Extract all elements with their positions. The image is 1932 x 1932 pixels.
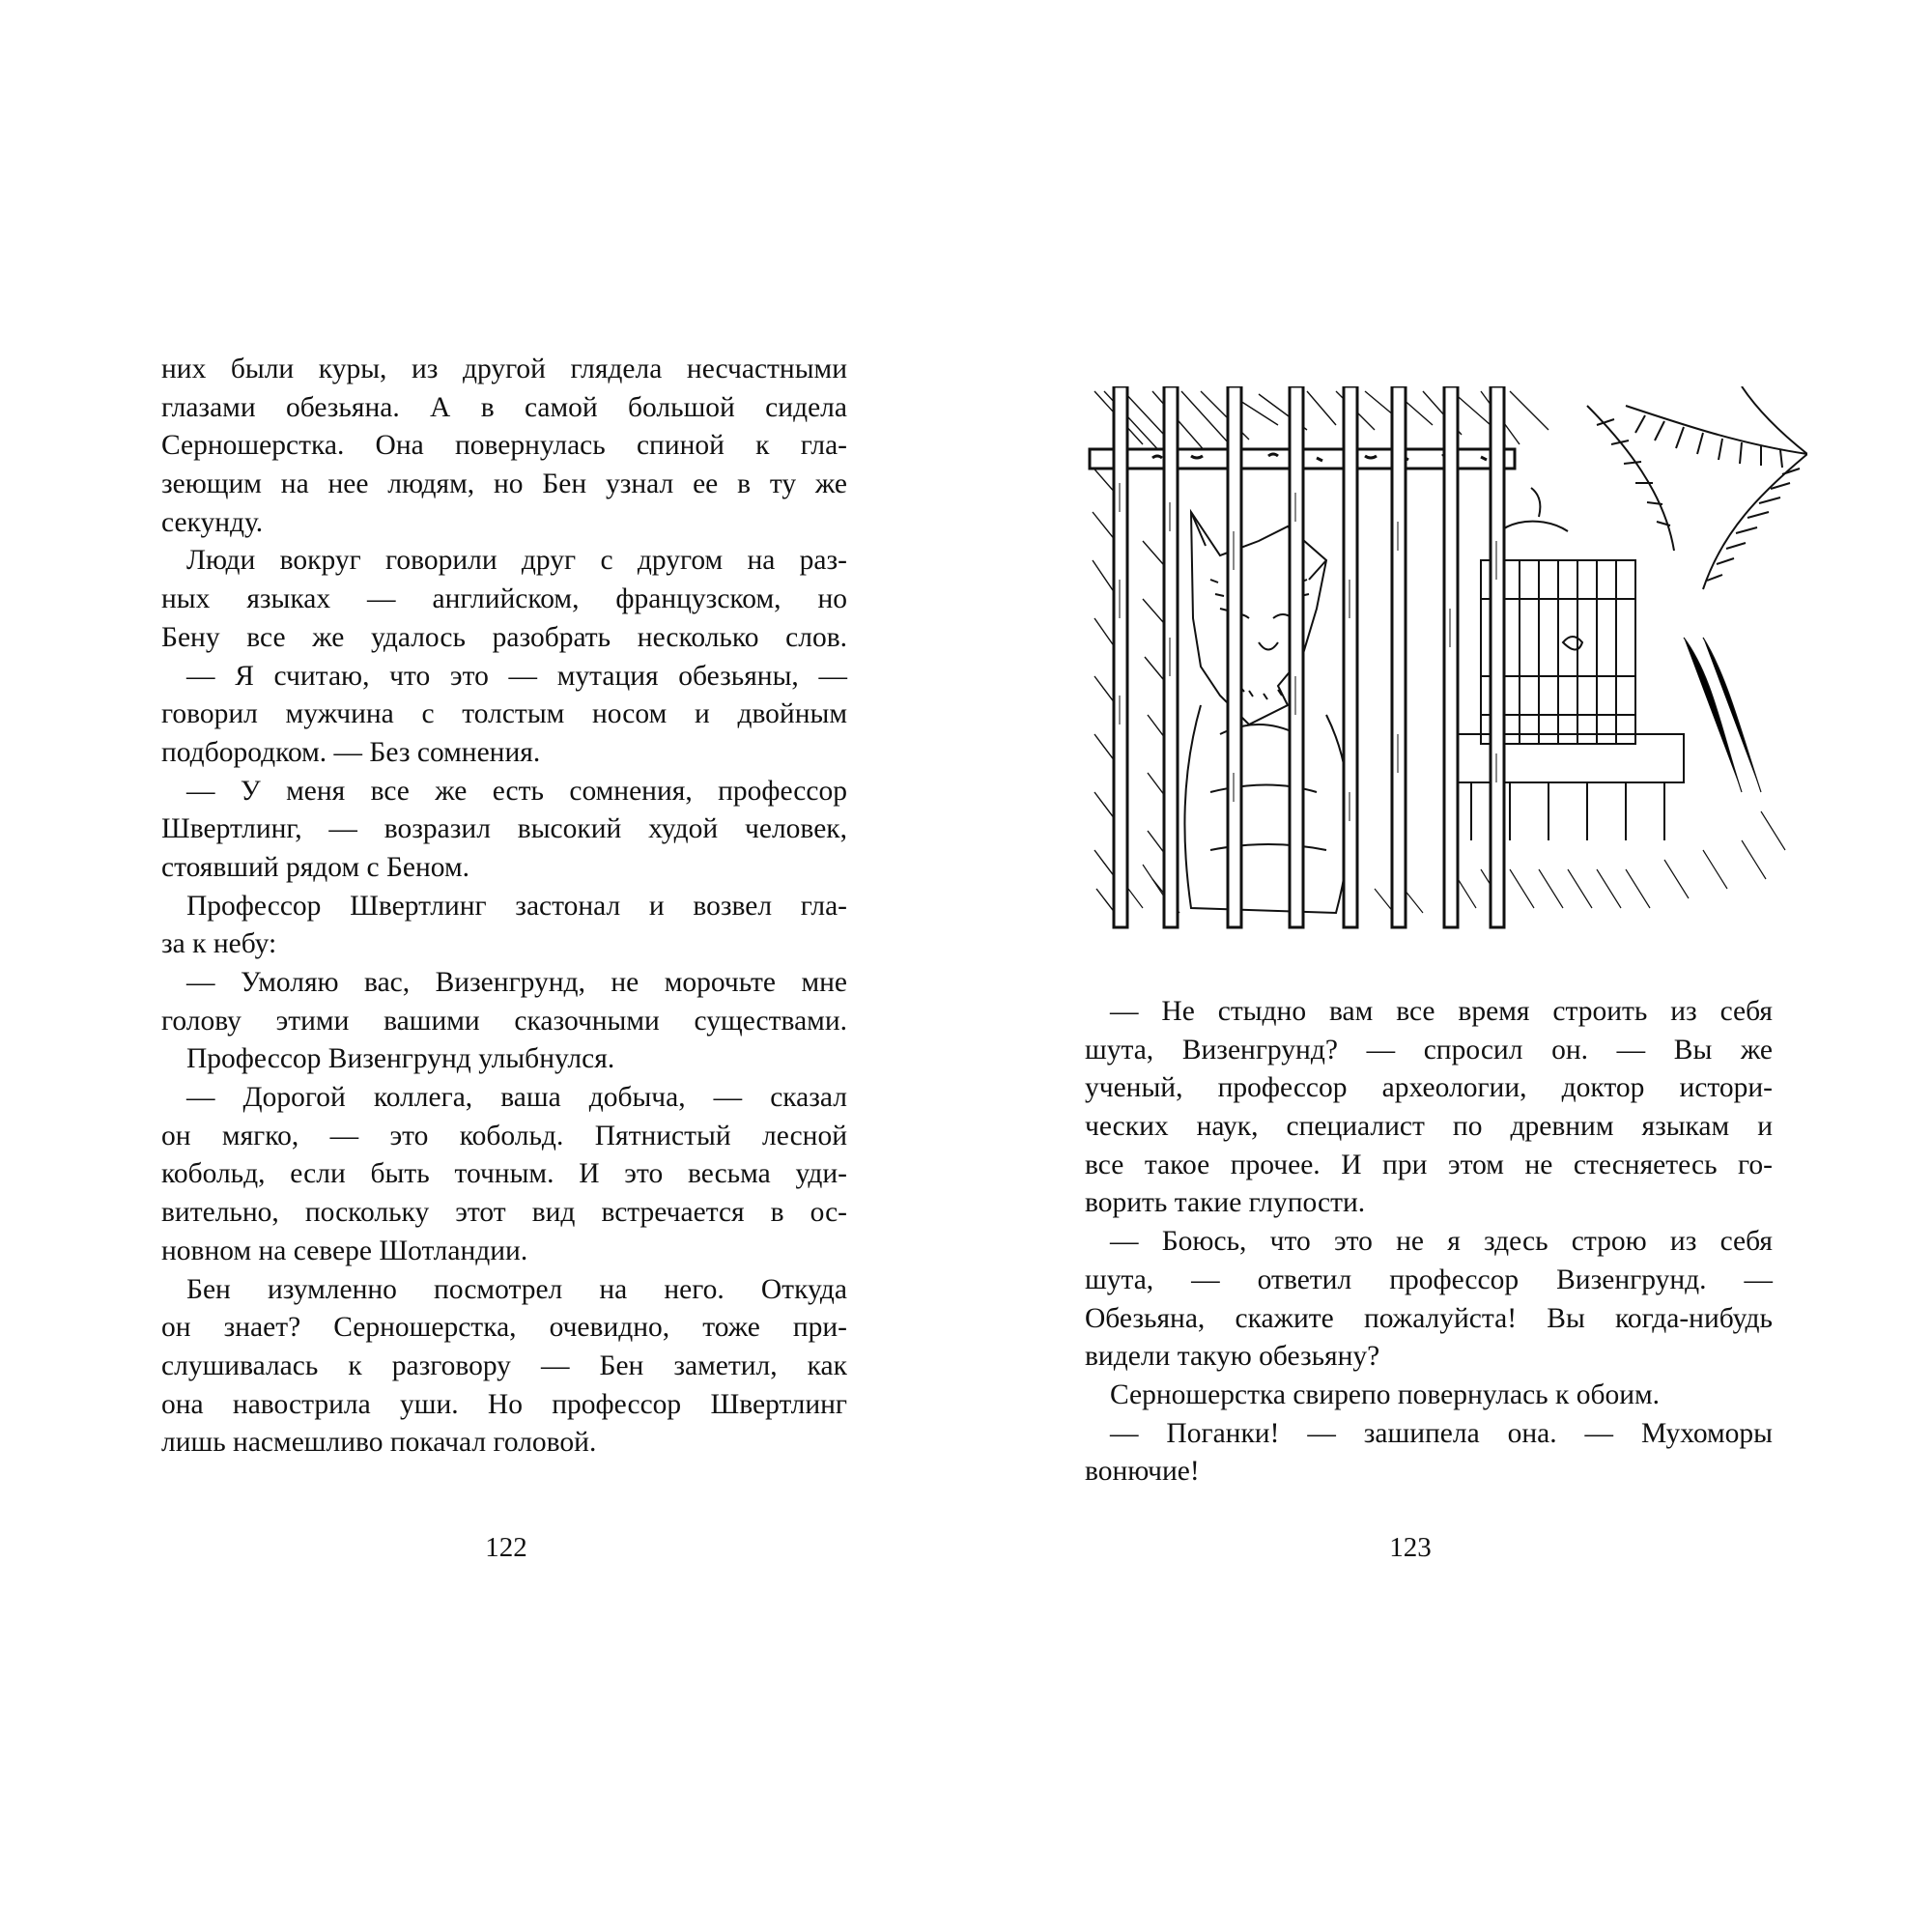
text-line: он знает? Серношерстка, очевидно, тоже при- (161, 1312, 847, 1344)
text-line: кобольд, если быть точным. И это весьма уди- (161, 1158, 847, 1190)
text-line: секунду. (161, 506, 264, 538)
right-page-text (1085, 993, 1773, 1492)
text-line: Профессор Визенгрунд улыбнулся. (186, 1043, 615, 1075)
text-line: новном на севере Шотландии. (161, 1235, 528, 1266)
text-line: шута, — ответил профессор Визенгрунд. — (1085, 1264, 1773, 1295)
text-line: вонючие! (1085, 1456, 1200, 1488)
caged-creature-illustration (1085, 386, 1807, 933)
text-line: все такое прочее. И при этом не стесняетесь го- (1085, 1149, 1773, 1180)
text-line: — Поганки! — зашипела она. — Мухоморы (1110, 1417, 1773, 1449)
text-line: ных языках — английском, французском, но (161, 583, 847, 615)
text-line: лишь насмешливо покачал головой. (161, 1427, 597, 1459)
creature (1184, 512, 1350, 913)
text-line: Обезьяна, скажите пожалуйста! Вы когда-нибудь (1085, 1302, 1773, 1334)
text-line: стоявший рядом с Беном. (161, 851, 470, 883)
text-line: них были куры, из другой глядела несчастными (161, 354, 847, 384)
text-line: говорил мужчина с толстым носом и двойным (161, 698, 847, 730)
text-line: — Боюсь, что это не я здесь строю из себя (1110, 1226, 1773, 1258)
text-line: ческих наук, специалист по древним языкам и (1085, 1111, 1773, 1143)
palm-fronds (1587, 386, 1807, 589)
text-line: шута, Визенгрунд? — спросил он. — Вы же (1085, 1034, 1773, 1065)
birdcage (1452, 488, 1684, 840)
text-line: слушивалась к разговору — Бен заметил, как (161, 1350, 847, 1381)
text-line: она навострила уши. Но профессор Швертлинг (161, 1388, 847, 1420)
text-line: Бен изумленно посмотрел на него. Откуда (186, 1273, 847, 1305)
text-line: голову этими вашими сказочными существами. (161, 1005, 847, 1037)
text-line: зеющим на нее людям, но Бен узнал ее в ту же (161, 469, 847, 500)
text-line: Бену все же удалось разобрать несколько слов. (161, 621, 847, 653)
text-line: — Не стыдно вам все время строить из себя (1110, 996, 1773, 1027)
text-line: за к небу: (161, 928, 277, 960)
text-line: — Я считаю, что это — мутация обезьяны, — (186, 660, 847, 692)
background-cross-hatching (1090, 391, 1548, 918)
text-line: глазами обезьяна. А в самой большой сидела (161, 391, 847, 423)
page-number: 123 (1389, 1532, 1432, 1563)
text-line: — Умоляю вас, Визенгрунд, не морочьте мне (186, 967, 847, 998)
text-line: видели такую обезьяну? (1085, 1341, 1380, 1373)
right-page (966, 0, 1932, 1932)
text-line: Серношерстка. Она повернулась спиной к гла- (161, 430, 847, 462)
left-page-text (161, 351, 847, 1463)
page-number: 122 (485, 1532, 527, 1563)
text-line: подбородком. — Без сомнения. (161, 736, 541, 768)
text-line: вительно, поскольку этот вид встречается в ос- (161, 1197, 847, 1229)
text-line: — Дорогой коллега, ваша добыча, — сказал (186, 1082, 847, 1114)
text-line: Швертлинг, — возразил высокий худой человек, (161, 813, 847, 845)
text-line: ворить такие глупости. (1085, 1187, 1366, 1219)
text-line: Люди вокруг говорили друг с другом на раз- (186, 545, 847, 577)
text-line: ученый, профессор археологии, доктор истори- (1085, 1072, 1773, 1104)
text-line: Профессор Швертлинг застонал и возвел гла- (186, 890, 847, 922)
text-line: — У меня все же есть сомнения, профессор (186, 775, 847, 807)
text-line: он мягко, — это кобольд. Пятнистый лесной (161, 1120, 847, 1151)
text-line: Серношерстка свирепо повернулась к обоим. (1110, 1378, 1661, 1410)
